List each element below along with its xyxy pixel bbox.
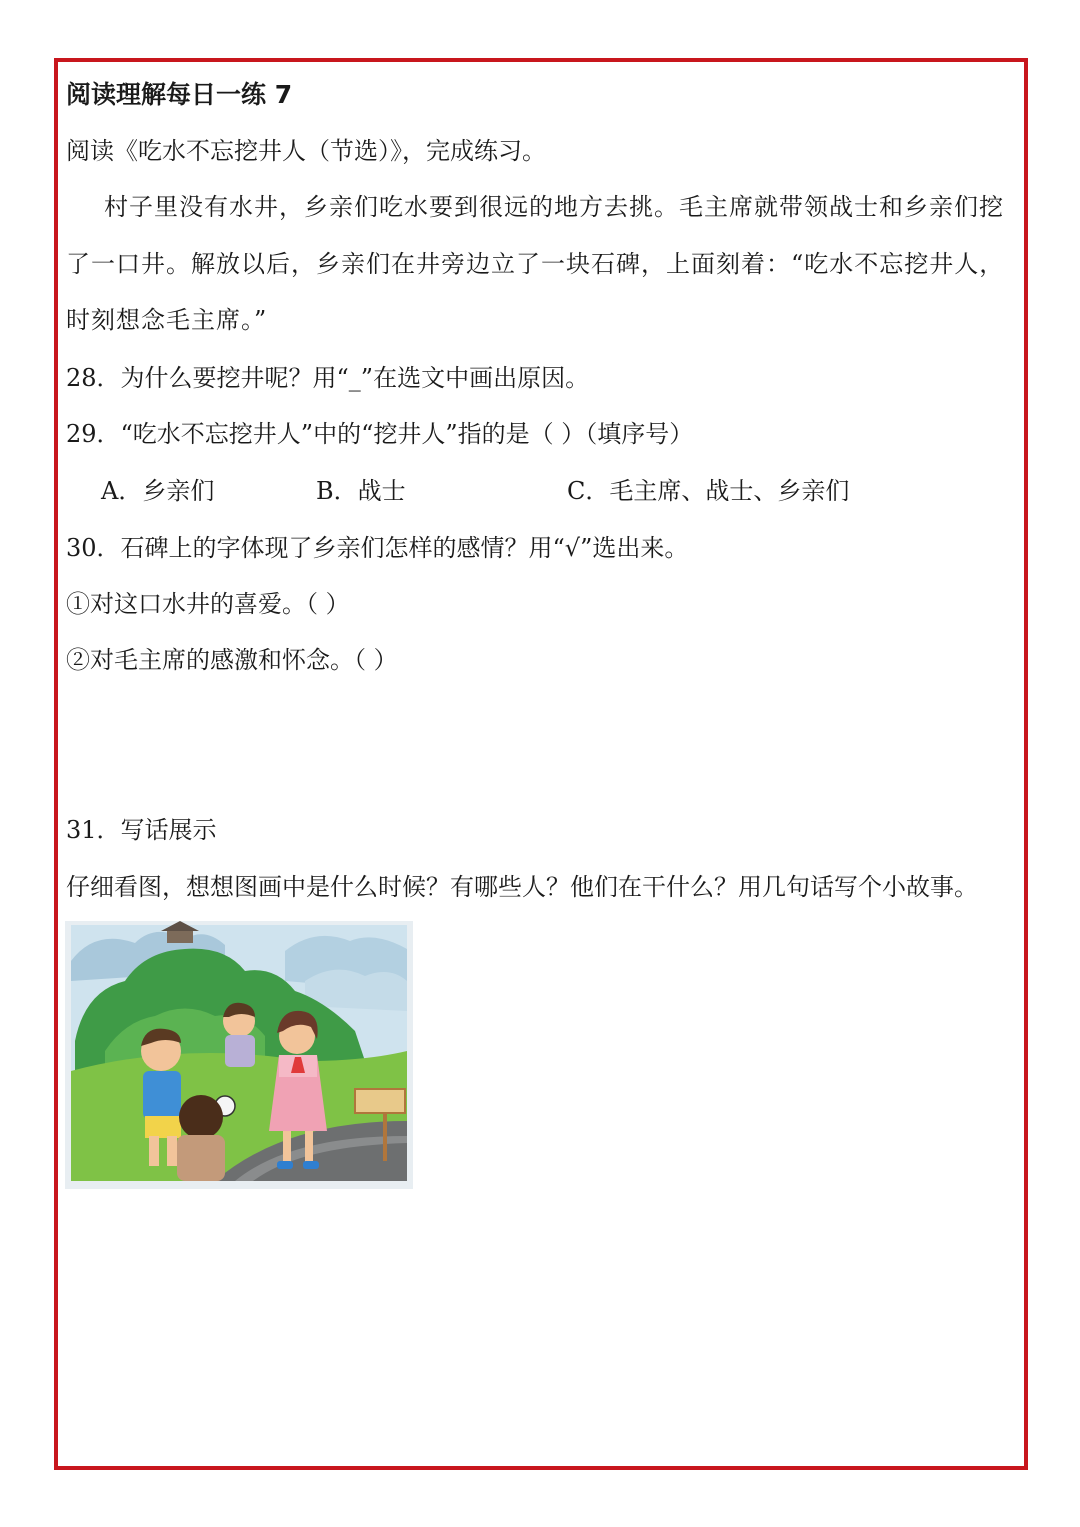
question-30-item-1: ①对这口水井的喜爱。（ ） — [66, 590, 350, 618]
instruction-text: 阅读《吃水不忘挖井人（节选）》，完成练习。 — [66, 137, 546, 165]
question-28: 28．为什么要挖井呢？用“_”在选文中画出原因。 — [66, 364, 590, 392]
question-31-heading: 31．写话展示 — [66, 816, 217, 844]
option-b: B．战士 — [316, 477, 406, 505]
question-30: 30．石碑上的字体现了乡亲们怎样的感情？用“√”选出来。 — [66, 534, 689, 562]
option-a: A．乡亲们 — [101, 477, 215, 505]
question-29: 29．“吃水不忘挖井人”中的“挖井人”指的是（ ）（填序号） — [66, 420, 694, 448]
option-c: C．毛主席、战士、乡亲们 — [567, 477, 850, 505]
question-30-item-2: ②对毛主席的感激和怀念。（ ） — [66, 646, 398, 674]
passage-line-2: 了一口井。解放以后，乡亲们在井旁边立了一块石碑，上面刻着：“吃水不忘挖井人， — [66, 250, 1005, 278]
story-illustration — [65, 921, 413, 1189]
page-title: 阅读理解每日一练 7 — [66, 80, 293, 109]
passage-line-1: 村子里没有水井，乡亲们吃水要到很远的地方去挑。毛主席就带领战士和乡亲们挖 — [104, 193, 1004, 221]
passage-line-3: 时刻想念毛主席。” — [66, 306, 268, 334]
question-31-prompt: 仔细看图，想想图画中是什么时候？有哪些人？他们在干什么？用几句话写个小故事。 — [66, 873, 978, 901]
